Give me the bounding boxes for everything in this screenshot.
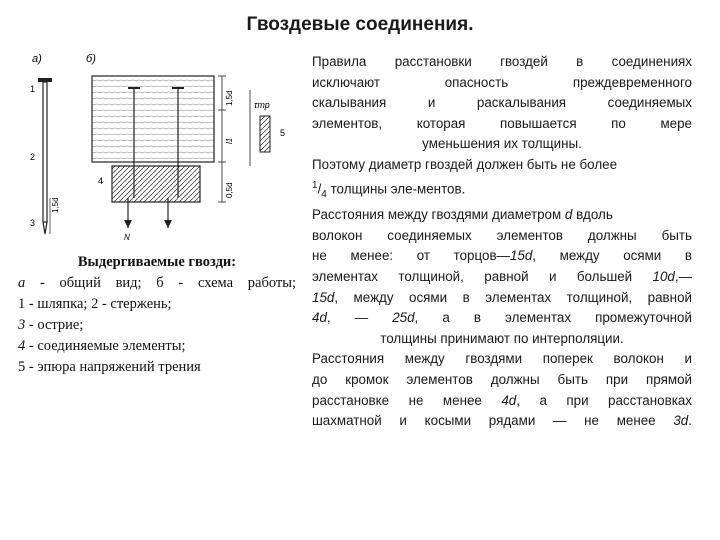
text-line: 15d, между осями в элементах толщиной, равной — [312, 289, 692, 305]
svg-text:2: 2 — [30, 152, 36, 162]
caption-line: 3 - острие; — [18, 317, 84, 333]
text-line: элементах толщиной, равной и большей 10d,— — [312, 269, 692, 285]
label-b: б) — [86, 53, 96, 65]
text-line: уменьшения их толщины. — [422, 136, 582, 152]
svg-text:1,5d: 1,5d — [51, 197, 60, 213]
label-a: а) — [32, 53, 42, 65]
caption-line: 5 - эпюра напряжений трения — [18, 359, 201, 375]
svg-text:4: 4 — [98, 176, 104, 186]
text-line: расстановке не менее 4d, а при расстановках — [312, 392, 692, 408]
svg-text:1,5d: 1,5d — [225, 90, 234, 106]
nail-diagram — [28, 48, 308, 243]
caption-line: 1 - шляпка; 2 - стержень; — [18, 296, 172, 312]
lower-element — [112, 166, 200, 202]
caption-title: Выдергиваемые гвозди: — [77, 254, 237, 270]
text-line: шахматной и косыми рядами — не менее 3d. — [312, 413, 692, 429]
svg-text:3: 3 — [30, 218, 36, 228]
text-line: волокон соединяемых элементов должны быть — [312, 227, 692, 243]
text-line: не менее: от торцов—15d, между осями в — [312, 248, 692, 264]
nail-tip — [43, 222, 47, 234]
svg-text:1: 1 — [30, 84, 36, 94]
text-line: скалывания и раскалывания соединяемых — [312, 95, 692, 111]
friction-diagram — [260, 116, 270, 152]
text-line: Расстояния между гвоздями поперек волокон и — [312, 351, 692, 367]
nail-shank — [43, 82, 47, 222]
text-line: Поэтому диаметр гвоздей должен быть не более — [312, 156, 618, 172]
text-line: 4d, — 25d, а в элементах промежуточной — [312, 310, 692, 326]
caption-line: а - общий вид; б - схема работы; — [18, 275, 296, 291]
svg-text:N: N — [124, 233, 130, 242]
svg-text:τтр: τтр — [254, 100, 270, 110]
text-line: до кромок элементов должны быть при прямой — [312, 372, 692, 388]
figure-caption — [18, 252, 296, 378]
text-line: $^1/_4$ толщины эле-ментов. — [312, 179, 466, 200]
text-line: элементов, которая повышается по мере — [312, 115, 692, 131]
text-line: исключают опасность преждевременного — [312, 74, 692, 90]
text-line: Правила расстановки гвоздей в соединениях — [312, 54, 692, 69]
caption-line: 4 - соединяемые элементы; — [18, 338, 186, 354]
upper-element — [92, 76, 214, 162]
svg-text:5: 5 — [280, 128, 286, 138]
body-text — [312, 52, 692, 432]
page-title: Гвоздевые соединения. — [246, 14, 474, 35]
svg-text:0,5d: 0,5d — [225, 182, 234, 198]
svg-text:l1: l1 — [225, 137, 234, 144]
text-line: толщины принимают по интерполяции. — [380, 330, 624, 346]
text-line: Расстояния между гвоздями диаметром d вдоль — [312, 207, 613, 223]
